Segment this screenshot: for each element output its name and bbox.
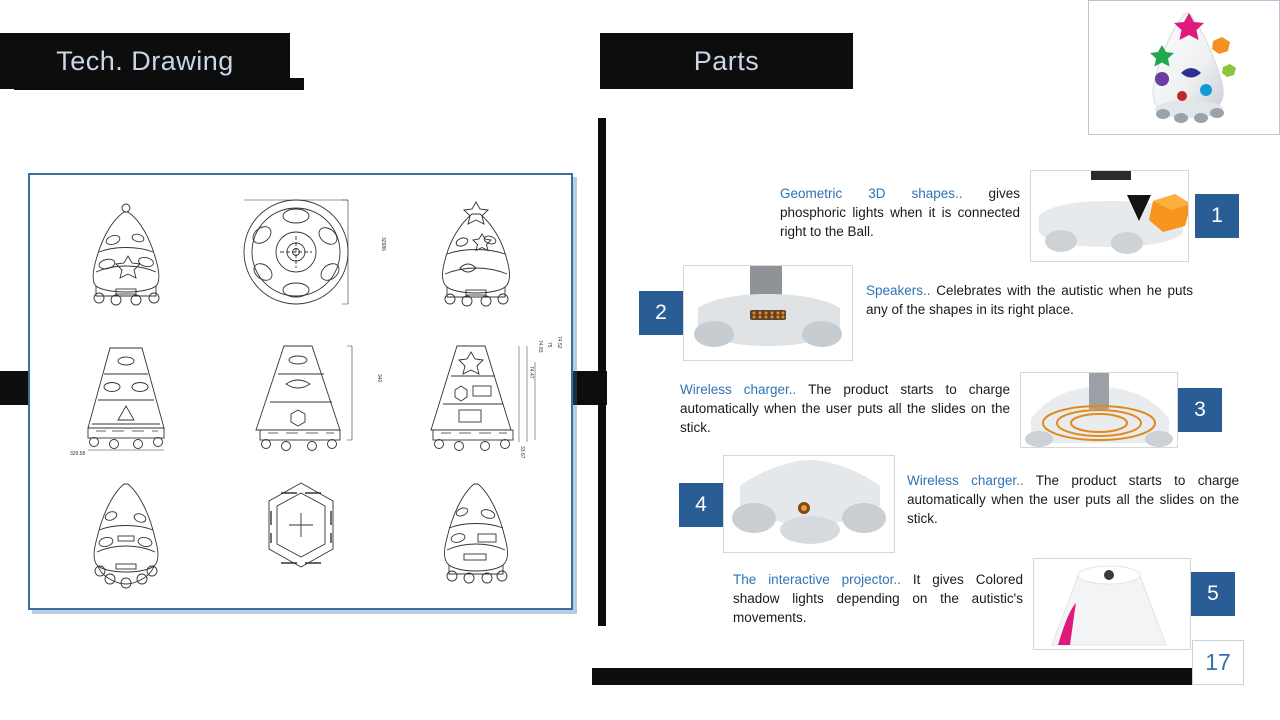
dimension-label-32986: 32986 [380,237,386,251]
part-lead-5: The interactive projector.. [733,572,901,587]
drawing-view-iso-front-left [38,183,213,322]
dimension-label-340: 340 [376,374,382,383]
part-description-4 [895,455,1239,553]
part-image-1 [1030,170,1189,262]
drawing-view-side-elevation-dimensioned [388,322,563,461]
dimension-label-33-67: 33.67 [519,446,525,459]
part-lead-4: Wireless charger.. [907,473,1024,488]
drawing-view-rear-iso [38,461,213,600]
dimension-label-74-52: 74.52 [556,336,562,349]
part-row [780,170,1239,262]
page-number [1192,640,1244,685]
tech-drawing-panel [28,173,573,610]
parts-header-label: Parts [693,45,760,76]
part-lead-3: Wireless charger.. [680,382,797,397]
bottom-decor-bar [592,668,1200,685]
tech-drawing-header [0,33,290,89]
dimension-label-75: 75 [546,342,552,348]
part-number-badge-4: 4 [679,483,723,527]
dimension-label-329-58: 329.58 [70,451,86,457]
part-lead-2: Speakers.. [866,283,931,298]
part-body-2: Celebrates with the autistic when he puts any of the shapes in its right place. [866,283,1193,317]
drawing-view-iso-front-right [388,183,563,322]
part-description-5 [733,558,1033,650]
tech-drawing-header-label: Tech. Drawing [56,45,234,76]
drawing-view-front-elevation-sectioned [38,322,213,461]
dimension-label-74-83: 74.83 [537,340,543,353]
part-description-2 [853,265,1193,361]
drawing-view-bottom-plan [213,461,388,600]
part-image-3 [1020,372,1178,448]
part-body-1: gives phosphoric lights when it is connected right to the Ball. [780,186,1020,239]
drawing-view-front-elevation [213,322,388,461]
part-row [680,372,1239,448]
part-number-badge-1: 1 [1195,194,1239,238]
dimension-label-74-47: 74.47 [528,366,534,379]
part-body-5: It gives Colored shadow lights depending on the autistic's movements. [733,572,1023,625]
part-lead-1: Geometric 3D shapes.. [780,186,963,201]
page-number-label: 17 [1205,649,1231,675]
parts-list [639,170,1239,640]
part-number-badge-2: 2 [639,291,683,335]
part-body-4: The product starts to charge automatically when the user puts all the slides on the stick. [907,473,1239,526]
part-image-4 [723,455,895,553]
part-row [639,265,1198,361]
product-render-thumbnail [1088,0,1280,135]
part-image-2 [683,265,853,361]
part-body-3: The product starts to charge automatically when the user puts all the slides on the stick. [680,382,1010,435]
tech-drawing-grid [38,183,563,600]
part-row [733,558,1239,650]
drawing-view-rear-iso-right [388,461,563,600]
drawing-view-top-plan [213,183,388,322]
vertical-divider-bar [598,118,606,626]
part-description-3 [680,372,1020,448]
part-description-1 [780,170,1030,262]
part-number-badge-3: 3 [1178,388,1222,432]
part-number-badge-5: 5 [1191,572,1235,616]
parts-header [600,33,853,89]
part-row [679,455,1239,553]
part-image-5 [1033,558,1191,650]
